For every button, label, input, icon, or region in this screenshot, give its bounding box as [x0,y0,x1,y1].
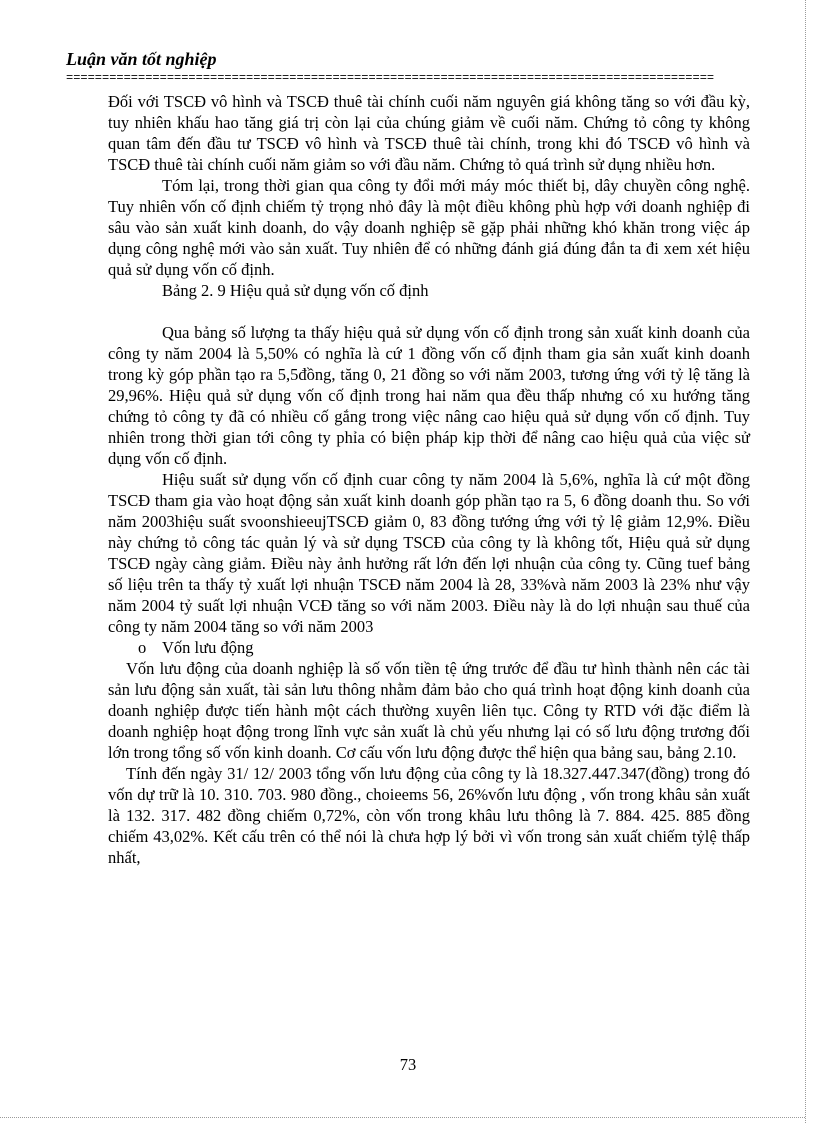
paragraph-3: Qua bảng số lượng ta thấy hiệu quả sử dụng vốn cố định trong sản xuất kinh doanh của công ty năm 2004 là 5,50% có nghĩa là cứ 1 đồng vốn cố định tham gia sản xuất kinh doanh trong kỳ góp phần tạo ra 5,5đồng, tăng 0, 21 đồng so với năm 2003, tương ứng với tỷ lệ tăng là 29,96%. Hiệu quả sử dụng vốn cố định trong hai năm qua đều thấp nhưng có xu hướng tăng chứng tỏ công ty đã có nhiều cố gắng trong việc nâng cao hiệu quả sử dụng vốn cố định. Tuy nhiên trong thời gian tới công ty phỉa có biện pháp kịp thời để nâng cao hiệu quả của việc sử dụng vốn cố định. [108,323,750,468]
page-border-bottom [0,1117,805,1118]
page-number: 73 [399,1055,417,1074]
table-caption: Bảng 2. 9 Hiệu quả sử dụng vốn cố định [162,281,429,300]
header-rule: ========================================================================================== [66,72,715,84]
paragraph-2: Tóm lại, trong thời gian qua công ty đổi mới máy móc thiết bị, dây chuyền công nghệ. Tuy nhiên vốn cố định chiếm tỷ trọng nhỏ đây là một điều không phù hợp với doanh nghiệp đi sâu vào sản xuất kinh doanh, do vậy doanh nghiệp sẽ gặp phải những khó khăn trong việc áp dụng công nghệ mới vào sản xuất. Tuy nhiên để có những đánh giá đúng đắn ta đi xem xét hiệu quả sử dụng vốn cố định. [108,176,750,279]
spacer [108,301,750,322]
paragraph-4: Hiệu suất sử dụng vốn cố định cuar công ty năm 2004 là 5,6%, nghĩa là cứ một đồng TSCĐ tham gia vào hoạt động sản xuất kinh doanh góp phần tạo ra 5, 6 đồng doanh thu. So với năm 2003hiệu suất svoonshieeujTSCĐ giảm 0, 83 đồng tướng ứng với tỷ lệ giảm 12,9%. Điều này chứng tỏ công tác quản lý và sử dụng TSCĐ của công ty là không tốt, Hiệu quả sử dụng TSCĐ ngày càng giảm. Điều này ảnh hưởng rất lớn đến lợi nhuận của công ty. Cũng tuef bảng số liệu trên ta thấy tỷ xuất lợi nhuận TSCĐ năm 2004 là 28, 33%và năm 2003 là 23% như vậy năm 2004 tỷ suất lợi nhuận VCĐ tăng so với năm 2003. Điều này là do lợi nhuận sau thuế của công ty năm 2004 tăng so với năm 2003 [108,470,750,636]
paragraph-1: Đối với TSCĐ vô hình và TSCĐ thuê tài chính cuối năm nguyên giá không tăng so với đầu kỳ, tuy nhiên khấu hao tăng giá trị còn lại của chúng giảm về cuối năm. Chứng tỏ công ty không quan tâm đến đầu tư TSCĐ vô hình và TSCĐ thuê tài chính, trong khi đó TSCĐ vô hình và TSCĐ thuê tài chính cuối năm giảm so với đầu năm. Chứng tỏ quá trình sử dụng nhiều hơn. [108,92,750,174]
bullet-item [108,637,750,658]
paragraph-5: Vốn lưu động của doanh nghiệp là số vốn tiền tệ ứng trước để đầu tư hình thành nên các tài sản lưu động sản xuất, tài sản lưu thông nhằm đảm bảo cho quá trình hoạt động kinh doanh của doanh nghiệp được tiến hành một cách thường xuyên liên tục. Công ty RTD với đặc điểm là doanh nghiệp hoạt động trong lĩnh vực sản xuất là chủ yếu nhưng lại có số lưu động trương đối lớn trong tổng số vốn kinh doanh. Cơ cấu vốn lưu động được thể hiện qua bảng sau, bảng 2.10. [108,659,750,762]
body-text [108,91,750,868]
page-border-right [805,0,806,1123]
bullet-circle-icon: o [138,638,147,657]
running-header-title: Luận văn tốt nghiệp [66,49,217,69]
paragraph-6: Tính đến ngày 31/ 12/ 2003 tổng vốn lưu động của công ty là 18.327.447.347(đồng) trong đó vốn dự trữ là 10. 310. 703. 980 đồng., choieems 56, 26%vốn lưu động , vốn trong khâu sản xuất là 132. 317. 482 đồng chiếm 0,72%, còn vốn trong khâu lưu thông là 7. 884. 425. 885 đồng chiếm 43,02%. Kết cấu trên có thể nói là chưa hợp lý bởi vì vốn trong sản xuất chiếm tỷlệ thấp nhất, [108,764,750,867]
bullet-heading: Vốn lưu động [162,638,254,657]
